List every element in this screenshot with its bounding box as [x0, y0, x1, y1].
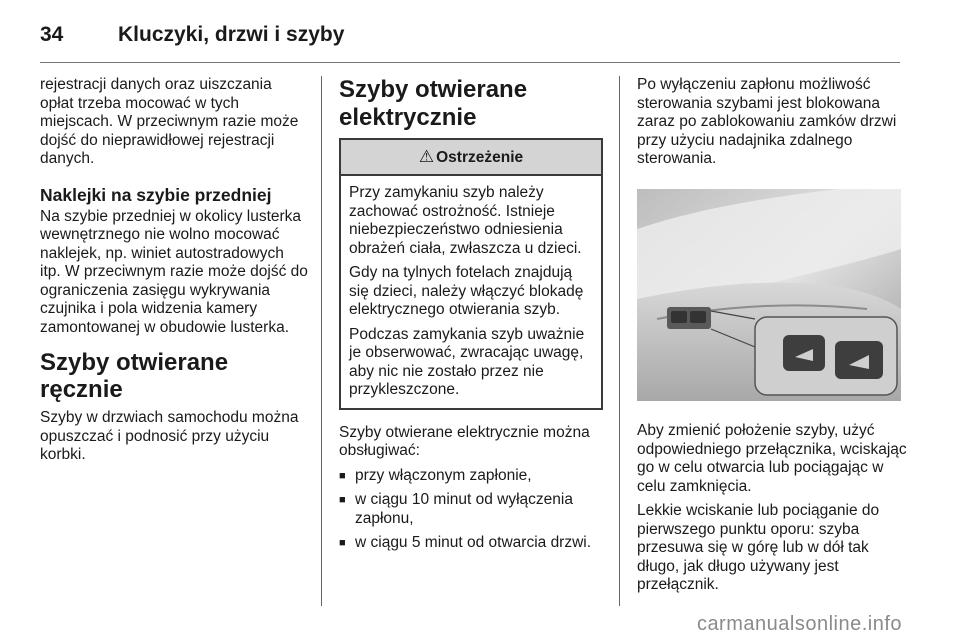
operate-intro-paragraph: Szyby otwierane elektrycznie można obsługiwać:	[339, 423, 590, 459]
window-switch-photo	[637, 189, 901, 401]
list-item: ■ w ciągu 5 minut od otwarcia drzwi.	[339, 534, 603, 553]
warning-triangle-icon: ⚠	[418, 147, 435, 166]
warning-paragraph-2: Gdy na tylnych fotelach znajdują się dzieci, należy włączyć blokadę elektrycznego otwierania szyb.	[349, 264, 584, 318]
page-header	[40, 18, 344, 52]
chapter-title: Kluczyki, drzwi i szyby	[118, 23, 345, 46]
page-number: 34	[40, 23, 64, 46]
warning-paragraph-1: Przy zamykaniu szyb należy zachować ostrożność. Istnieje niebezpieczeństwo odniesienia obrażeń ciała, zwłaszcza u dzieci.	[349, 184, 582, 257]
warning-header	[341, 140, 601, 176]
column-divider-2	[619, 76, 620, 606]
lock-paragraph: Po wyłączeniu zapłonu możliwość sterowania szybami jest blokowana zaraz po zablokowaniu zamków drzwi przy użyciu nadajnika zdalnego sterowania.	[637, 76, 897, 167]
warning-box	[339, 138, 603, 410]
column-divider-1	[321, 76, 322, 606]
column-middle	[339, 76, 603, 559]
watermark: carmanualsonline.info	[696, 613, 902, 635]
light-press-paragraph: Lekkie wciskanie lub pociąganie do pierwszego punktu oporu: szyba przesuwa się w górę lub w dół tak długo, jak długo używany jest przełącznik.	[637, 502, 880, 593]
header-divider	[40, 62, 900, 63]
list-item: ■ przy włączonym zapłonie,	[339, 467, 603, 486]
manual-windows-paragraph: Szyby w drzwiach samochodu można opuszczać i podnosić przy użyciu korbki.	[40, 409, 299, 463]
change-position-paragraph: Aby zmienić położenie szyby, użyć odpowiedniego przełącznika, wciskając go w celu otwarcia lub pociągając w celu zamknięcia.	[637, 422, 907, 495]
column-left	[40, 76, 308, 471]
intro-paragraph: rejestracji danych oraz uiszczania opłat trzeba mocować w tych miejscach. W przeciwnym razie może dojść do nieprawidłowej rejestracji danych.	[40, 76, 299, 167]
warning-title: Ostrzeżenie	[436, 149, 524, 166]
warning-paragraph-3: Podczas zamykania szyb uważnie je obserwować, zwracając uwagę, aby nic nie zostało przez nie przykleszczone.	[349, 325, 585, 398]
operate-conditions-list	[339, 467, 603, 553]
heading-windscreen-stickers: Naklejki na szybie przedniej	[40, 184, 272, 205]
list-item: ■ w ciągu 10 minut od wyłączenia zapłonu,	[339, 491, 603, 528]
heading-manual-windows: Szyby otwierane ręcznie	[40, 349, 229, 403]
column-right	[637, 76, 907, 601]
heading-electric-windows: Szyby otwierane elektrycznie	[339, 76, 528, 131]
warning-body	[341, 176, 601, 408]
stickers-paragraph: Na szybie przedniej w okolicy lusterka wewnętrznego nie wolno mocować naklejek, np. winiet autostradowych itp. W przeciwnym razie może dojść do ograniczenia zasięgu wykrywania czujnika i pola widzenia kamery zamontowanej w obudowie lusterka.	[40, 207, 308, 336]
